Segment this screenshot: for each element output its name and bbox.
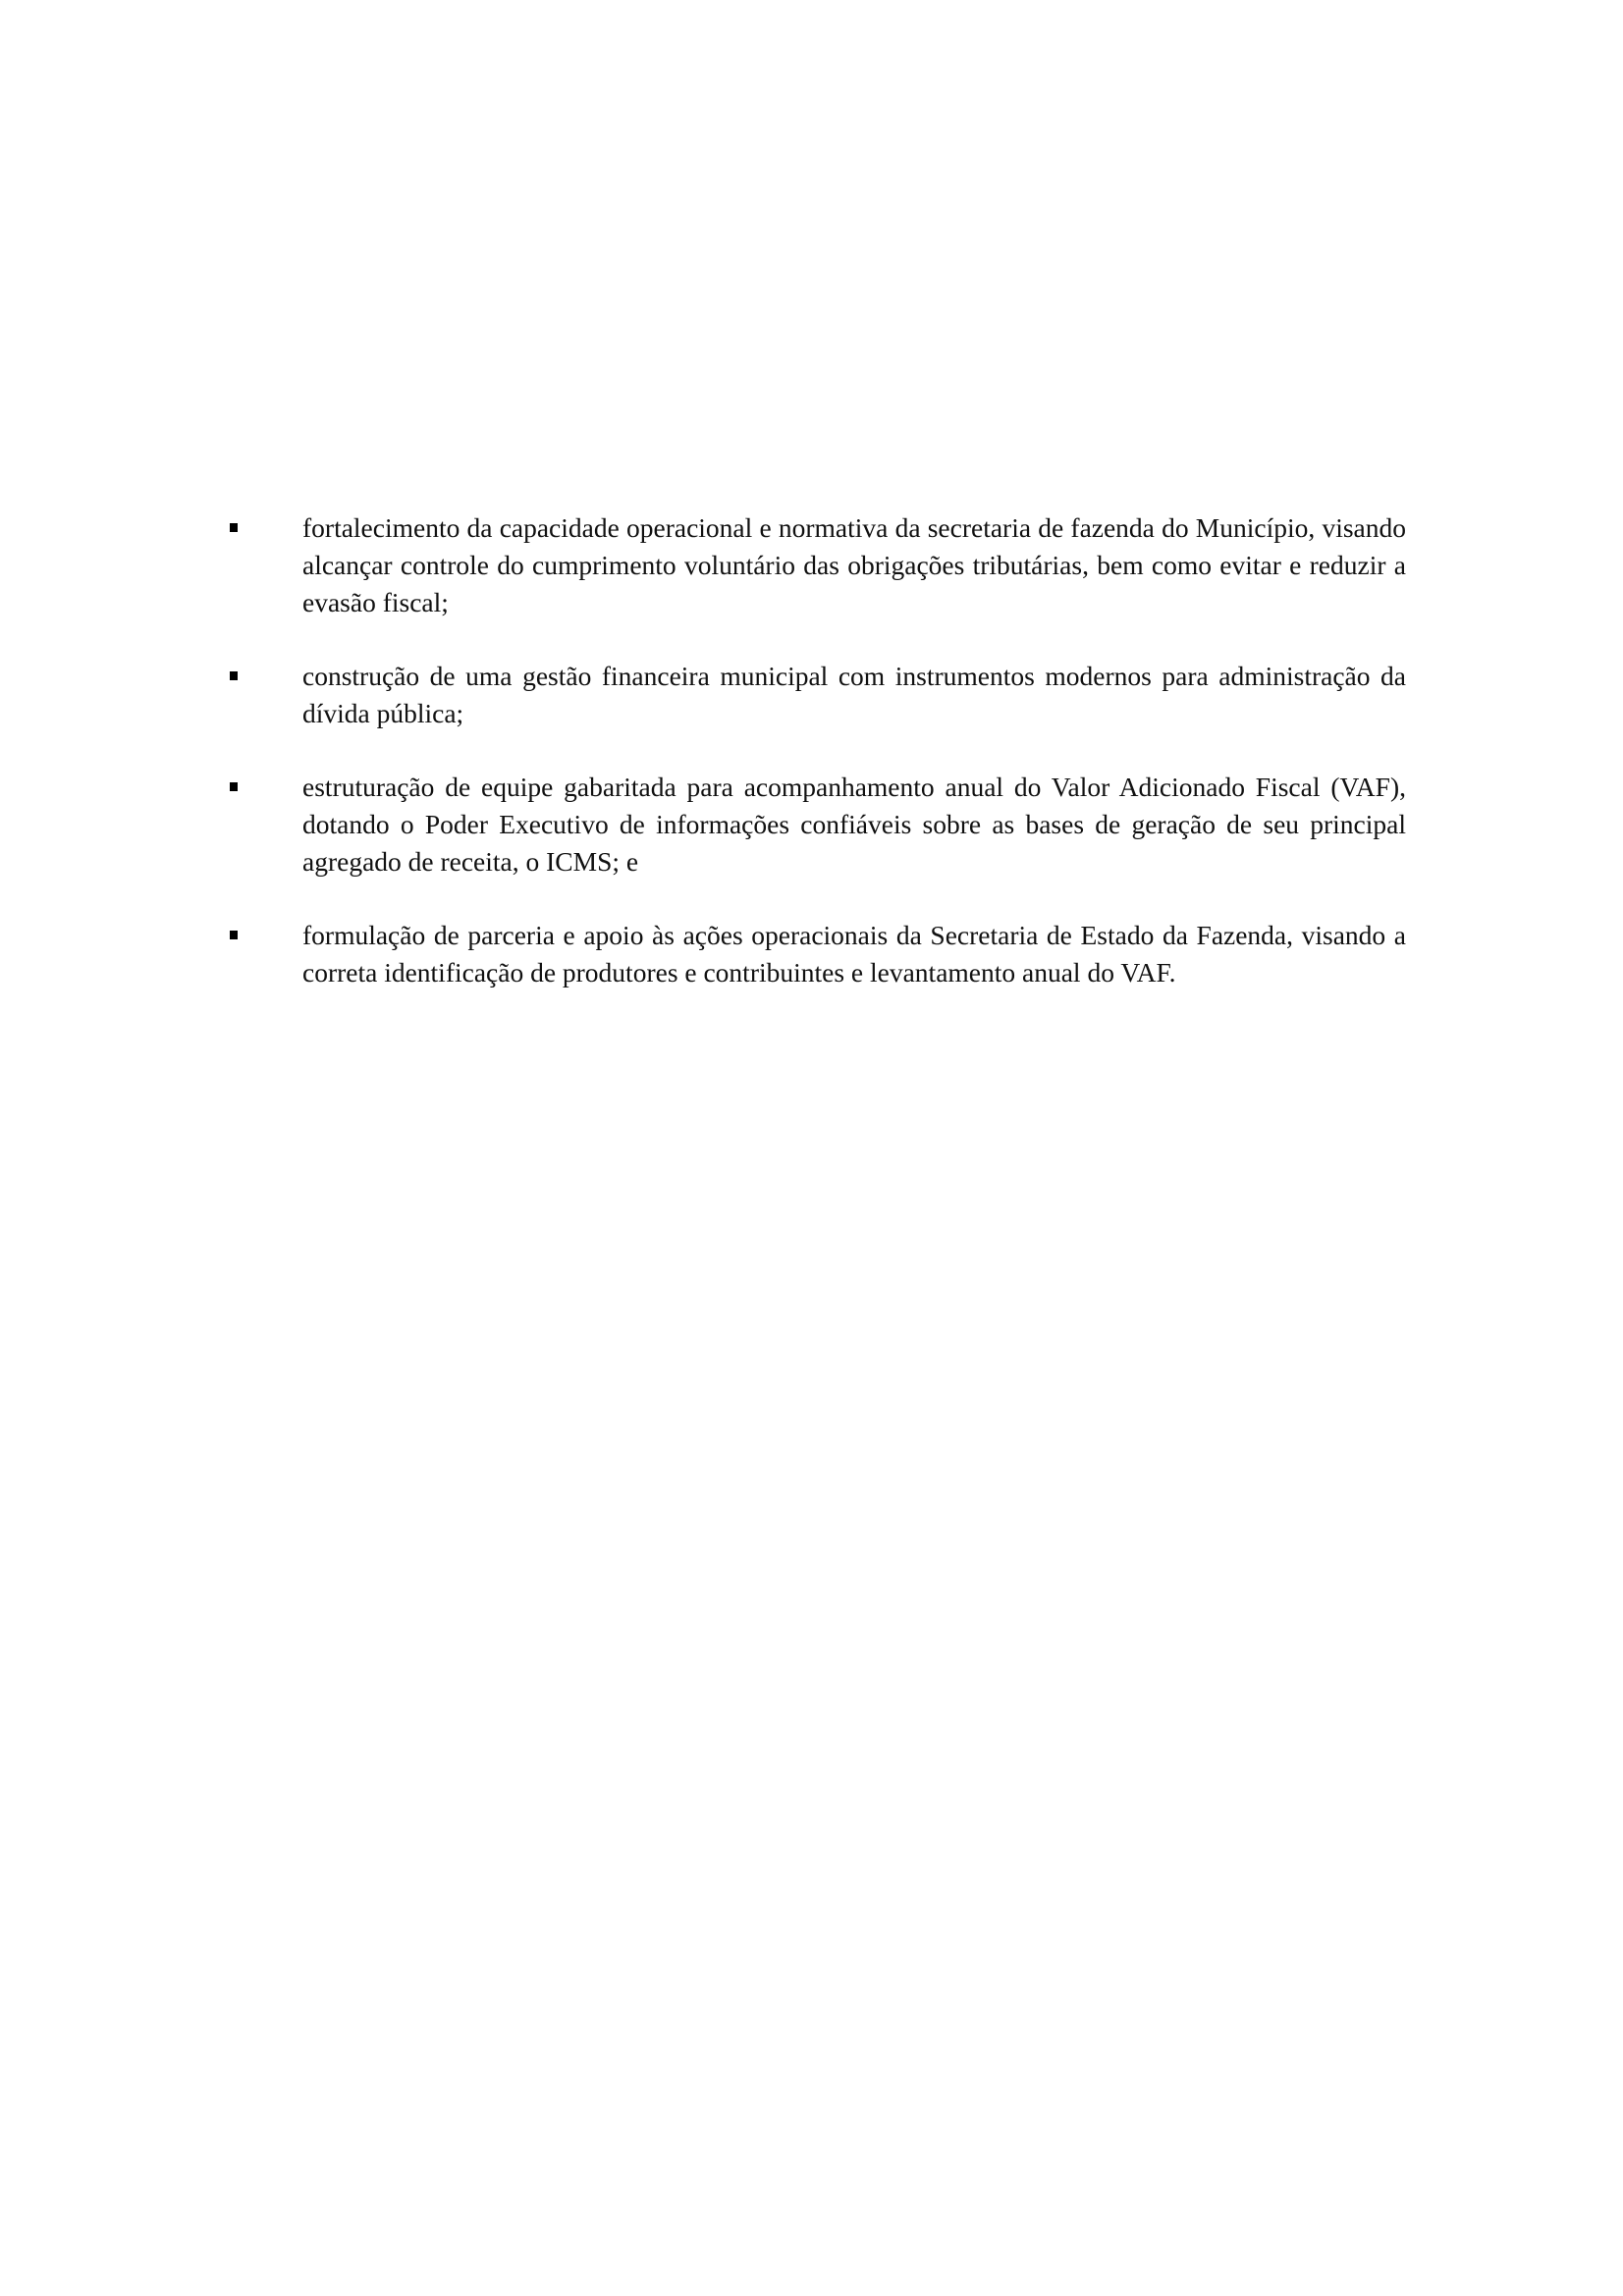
list-item	[228, 769, 1406, 881]
list-item	[228, 509, 1406, 621]
bullet-text: estruturação de equipe gabaritada para acompanhamento anual do Valor Adicionado Fiscal (VAF), dotando o Poder Executivo de informações confiáveis sobre as bases de geração de seu principal agregado de receita, o ICMS; e	[302, 772, 1406, 877]
list-item	[228, 917, 1406, 991]
list-item	[228, 658, 1406, 732]
square-bullet-icon	[230, 782, 238, 791]
bullet-text: construção de uma gestão financeira municipal com instrumentos modernos para administração da dívida pública;	[302, 661, 1406, 728]
bullet-text: formulação de parceria e apoio às ações operacionais da Secretaria de Estado da Fazenda, visando a correta identificação de produtores e contribuintes e levantamento anual do VAF.	[302, 920, 1406, 988]
square-bullet-icon	[230, 931, 238, 939]
square-bullet-icon	[230, 523, 238, 532]
bullet-list	[228, 509, 1406, 1028]
bullet-text: fortalecimento da capacidade operacional e normativa da secretaria de fazenda do Município, visando alcançar controle do cumprimento voluntário das obrigações tributárias, bem como evitar e reduzir a evasão fiscal;	[302, 512, 1406, 617]
square-bullet-icon	[230, 671, 238, 680]
